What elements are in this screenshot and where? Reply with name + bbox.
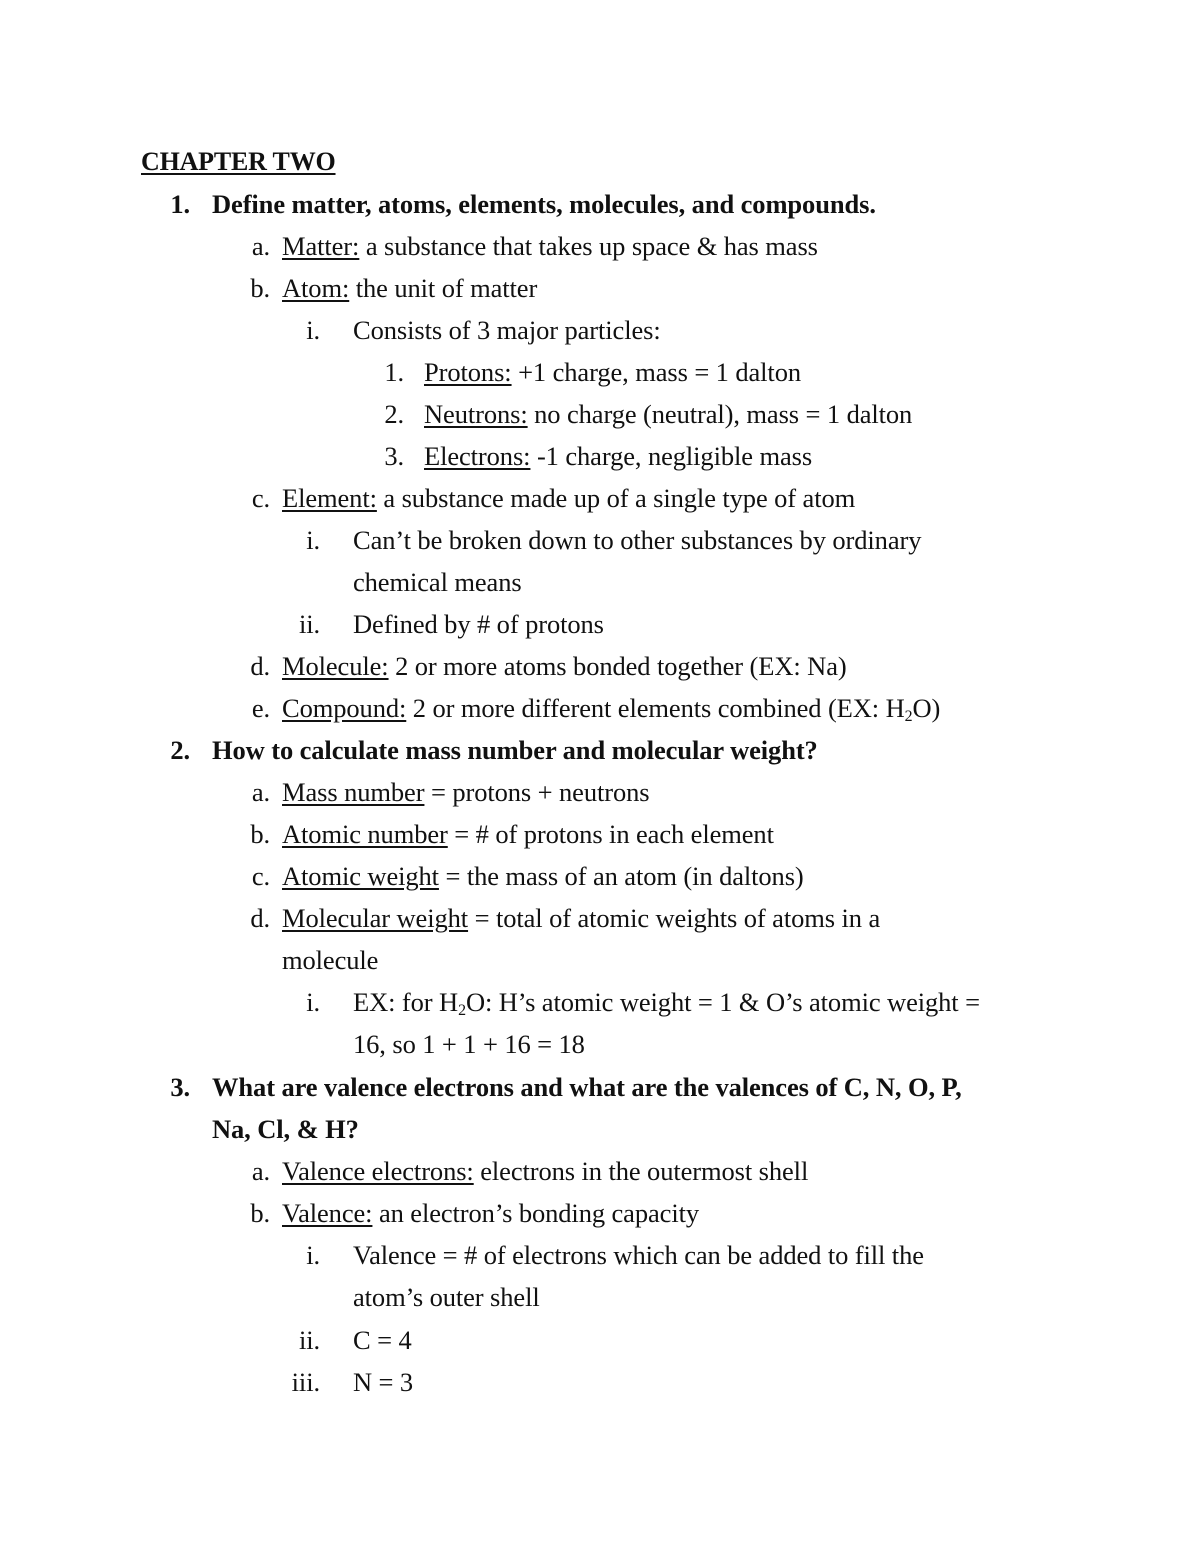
question-marker: 3.: [170, 1072, 190, 1102]
question-3: [0, 1072, 1200, 1114]
term-compound: Compound:: [282, 693, 407, 723]
sub-item-text: chemical means: [353, 567, 522, 597]
particle-electrons: [0, 441, 1200, 483]
subscript: 2: [458, 1001, 466, 1019]
question-2: [0, 735, 1200, 777]
term-neutrons: Neutrons:: [424, 399, 528, 429]
sub-item: [0, 1240, 1200, 1282]
list-item-atomic-number: [0, 819, 1200, 861]
particle-neutrons: [0, 399, 1200, 441]
list-marker: b.: [250, 273, 270, 303]
sub-item: [0, 1367, 1200, 1409]
list-item-valence: [0, 1198, 1200, 1240]
list-marker: c.: [251, 483, 270, 513]
list-item-mass-number: [0, 777, 1200, 819]
list-item-continuation: [0, 945, 1200, 987]
question-text: Na, Cl, & H?: [212, 1114, 359, 1144]
sub-item: [0, 609, 1200, 651]
sub-item-continuation: [0, 1282, 1200, 1324]
list-marker: 1.: [384, 357, 404, 387]
list-item-compound: [0, 693, 1200, 735]
list-marker: i.: [306, 987, 320, 1017]
question-marker: 1.: [170, 189, 190, 219]
list-marker: d.: [250, 903, 270, 933]
list-marker: c.: [251, 861, 270, 891]
sub-item: [0, 525, 1200, 567]
definition: 2 or more atoms bonded together (EX: Na): [388, 651, 847, 681]
sub-item-text: 16, so 1 + 1 + 16 = 18: [353, 1029, 585, 1059]
list-marker: i.: [306, 525, 320, 555]
question-3-continuation: [0, 1114, 1200, 1156]
term-valence-electrons: Valence electrons:: [282, 1156, 474, 1186]
term-valence: Valence:: [282, 1198, 373, 1228]
definition: an electron’s bonding capacity: [372, 1198, 699, 1228]
list-marker: 2.: [384, 399, 404, 429]
sub-item-text: N = 3: [353, 1367, 414, 1397]
sub-item-text: O: H’s atomic weight = 1 & O’s atomic weight =: [465, 987, 980, 1017]
question-marker: 2.: [170, 735, 190, 765]
definition: molecule: [282, 945, 379, 975]
definition: the unit of matter: [349, 273, 538, 303]
term-matter: Matter:: [282, 231, 360, 261]
definition: no charge (neutral), mass = 1 dalton: [527, 399, 913, 429]
term-atom: Atom:: [282, 273, 350, 303]
list-marker: ii.: [298, 609, 320, 639]
definition: a substance made up of a single type of atom: [376, 483, 856, 513]
term-mass-number: Mass number: [282, 777, 425, 807]
list-item-atomic-weight: [0, 861, 1200, 903]
term-protons: Protons:: [424, 357, 512, 387]
definition: 2 or more different elements combined (EX: H: [406, 693, 905, 723]
term-electrons: Electrons:: [424, 441, 531, 471]
term-atomic-weight: Atomic weight: [282, 861, 439, 891]
definition: a substance that takes up space & has mass: [359, 231, 818, 261]
list-item-valence-electrons: [0, 1156, 1200, 1198]
sub-item-text: Defined by # of protons: [353, 609, 604, 639]
definition: = total of atomic weights of atoms in a: [468, 903, 881, 933]
chapter-title: CHAPTER TWO: [141, 147, 336, 176]
list-marker: e.: [251, 693, 270, 723]
question-text: What are valence electrons and what are the valences of C, N, O, P,: [212, 1072, 962, 1102]
definition: = # of protons in each element: [447, 819, 774, 849]
term-molecule: Molecule:: [282, 651, 389, 681]
sub-item-text: EX: for H: [353, 987, 459, 1017]
sub-item-text: Consists of 3 major particles:: [353, 315, 661, 345]
list-marker: ii.: [298, 1325, 320, 1355]
list-marker: b.: [250, 819, 270, 849]
list-marker: i.: [306, 315, 320, 345]
list-item-matter: [0, 231, 1200, 273]
definition: +1 charge, mass = 1 dalton: [511, 357, 801, 387]
term-atomic-number: Atomic number: [282, 819, 448, 849]
list-marker: 3.: [384, 441, 404, 471]
list-item-molecular-weight: [0, 903, 1200, 945]
sub-item-text: atom’s outer shell: [353, 1282, 540, 1312]
particle-protons: [0, 357, 1200, 399]
question-1: [0, 189, 1200, 231]
definition: -1 charge, negligible mass: [530, 441, 813, 471]
question-text: Define matter, atoms, elements, molecules, and compounds.: [212, 189, 876, 219]
term-molecular-weight: Molecular weight: [282, 903, 469, 933]
sub-item: [0, 1325, 1200, 1367]
sub-item: [0, 315, 1200, 357]
list-marker: a.: [251, 777, 270, 807]
question-text: How to calculate mass number and molecular weight?: [212, 735, 818, 765]
sub-item-continuation: [0, 1029, 1200, 1071]
definition: = protons + neutrons: [424, 777, 650, 807]
term-element: Element:: [282, 483, 377, 513]
list-marker: a.: [251, 231, 270, 261]
list-marker: i.: [306, 1240, 320, 1270]
sub-item-text: C = 4: [353, 1325, 412, 1355]
list-marker: b.: [250, 1198, 270, 1228]
list-marker: iii.: [291, 1367, 320, 1397]
definition: O): [912, 693, 941, 723]
sub-item-text: Valence = # of electrons which can be added to fill the: [353, 1240, 924, 1270]
sub-item: [0, 987, 1200, 1029]
definition: = the mass of an atom (in daltons): [438, 861, 804, 891]
list-item-element: [0, 483, 1200, 525]
list-item-molecule: [0, 651, 1200, 693]
list-marker: d.: [250, 651, 270, 681]
subscript: 2: [904, 707, 913, 725]
sub-item-continuation: [0, 567, 1200, 609]
definition: electrons in the outermost shell: [473, 1156, 809, 1186]
list-item-atom: [0, 273, 1200, 315]
sub-item-text: Can’t be broken down to other substances by ordinary: [353, 525, 922, 555]
list-marker: a.: [251, 1156, 270, 1186]
